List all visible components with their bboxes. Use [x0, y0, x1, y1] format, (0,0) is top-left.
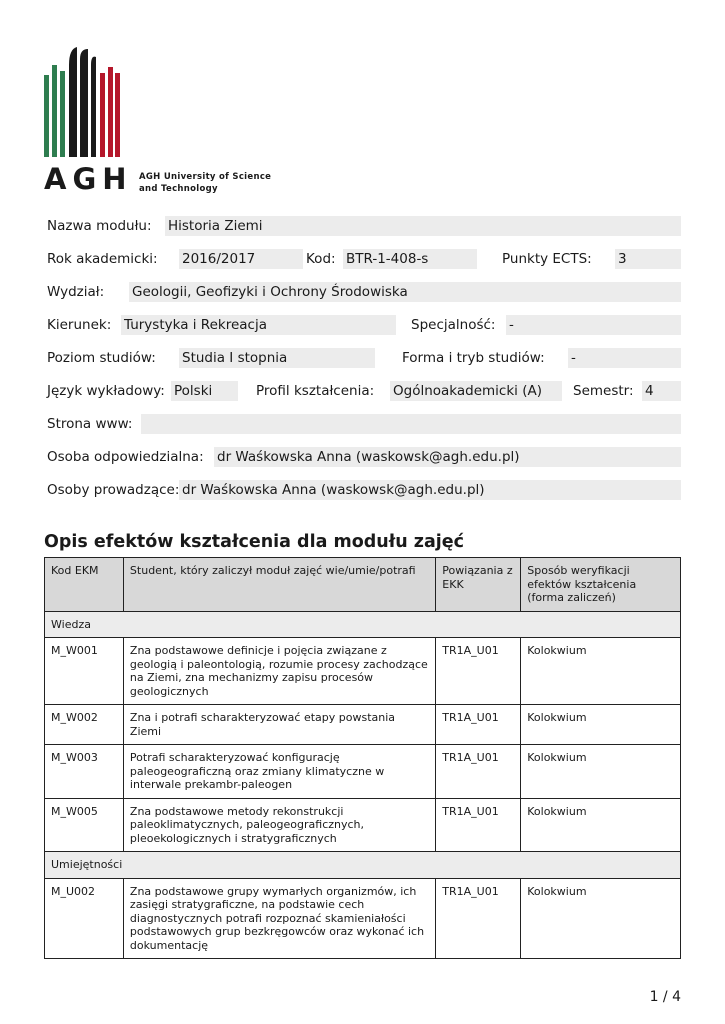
cell-ekk: TR1A_U01 — [436, 798, 521, 852]
cell-code: M_U002 — [45, 878, 124, 959]
agh-emblem-icon — [44, 47, 120, 157]
cell-method: Kolokwium — [521, 798, 681, 852]
table-header-row — [45, 558, 681, 612]
group-label: Umiejętności — [45, 852, 681, 879]
ects-value: 3 — [615, 249, 681, 269]
cell-code: M_W003 — [45, 745, 124, 799]
table-row — [45, 745, 681, 799]
module-name-label: Nazwa modułu: — [47, 218, 152, 234]
code-label: Kod: — [306, 251, 336, 267]
study-form-value: - — [568, 348, 681, 368]
cell-method: Kolokwium — [521, 745, 681, 799]
study-level-label: Poziom studiów: — [47, 350, 156, 366]
section-title: Opis efektów kształcenia dla modułu zajęć — [44, 532, 465, 552]
specialty-label: Specjalność: — [411, 317, 496, 333]
language-label: Język wykładowy: — [47, 383, 165, 399]
header-verification: Sposób weryfikacji efektów kształcenia (forma zaliczeń) — [521, 558, 681, 612]
cell-code: M_W002 — [45, 705, 124, 745]
academic-year-label: Rok akademicki: — [47, 251, 158, 267]
cell-code: M_W001 — [45, 638, 124, 705]
cell-description: Zna podstawowe grupy wymarłych organizmów, ich zasięgi stratygraficzne, na podstawie cech diagnostycznych potrafi rozpoznać skamieniałości podstawowych grup bezkręgowców oraz wykonać ich dokumentację — [123, 878, 435, 959]
instructors-label: Osoby prowadzące: — [47, 482, 180, 498]
language-value: Polski — [171, 381, 238, 401]
cell-description: Zna podstawowe metody rekonstrukcji paleoklimatycznych, paleogeograficznych, pleoekologicznych i stratygraficznych — [123, 798, 435, 852]
cell-ekk: TR1A_U01 — [436, 705, 521, 745]
website-label: Strona www: — [47, 416, 133, 432]
logo-university-line1: AGH University of Science — [139, 172, 272, 182]
study-level-value: Studia I stopnia — [179, 348, 375, 368]
learning-outcomes-table — [44, 557, 681, 959]
responsible-person-label: Osoba odpowiedzialna: — [47, 449, 204, 465]
responsible-person-value: dr Waśkowska Anna (waskowsk@agh.edu.pl) — [214, 447, 681, 467]
group-row — [45, 611, 681, 638]
group-label: Wiedza — [45, 611, 681, 638]
table-row — [45, 878, 681, 959]
semester-label: Semestr: — [573, 383, 634, 399]
page-number: 1 / 4 — [649, 989, 681, 1005]
faculty-label: Wydział: — [47, 284, 105, 300]
academic-year-value: 2016/2017 — [179, 249, 303, 269]
logo-university-line2: and Technology — [139, 184, 218, 194]
cell-ekk: TR1A_U01 — [436, 745, 521, 799]
table-row — [45, 705, 681, 745]
field-of-study-value: Turystyka i Rekreacja — [121, 315, 396, 335]
cell-method: Kolokwium — [521, 638, 681, 705]
cell-description: Potrafi scharakteryzować konfigurację paleogeograficzną oraz zmiany klimatyczne w interwale prekambr-paleogen — [123, 745, 435, 799]
cell-ekk: TR1A_U01 — [436, 878, 521, 959]
logo-brand: AGH — [44, 162, 133, 196]
cell-description: Zna i potrafi scharakteryzować etapy powstania Ziemi — [123, 705, 435, 745]
field-of-study-label: Kierunek: — [47, 317, 112, 333]
profile-value: Ogólnoakademicki (A) — [390, 381, 562, 401]
faculty-value: Geologii, Geofizyki i Ochrony Środowiska — [129, 282, 681, 302]
cell-method: Kolokwium — [521, 878, 681, 959]
cell-code: M_W005 — [45, 798, 124, 852]
study-form-label: Forma i tryb studiów: — [402, 350, 545, 366]
table-row — [45, 798, 681, 852]
specialty-value: - — [506, 315, 681, 335]
ects-label: Punkty ECTS: — [502, 251, 592, 267]
cell-method: Kolokwium — [521, 705, 681, 745]
cell-description: Zna podstawowe definicje i pojęcia związane z geologią i paleontologią, rozumie procesy zachodzące na Ziemi, zna mechanizmy zapisu procesów geologicznych — [123, 638, 435, 705]
header-links: Powiązania z EKK — [436, 558, 521, 612]
header-code: Kod EKM — [45, 558, 124, 612]
group-row — [45, 852, 681, 879]
header-description: Student, który zaliczył moduł zajęć wie/umie/potrafi — [123, 558, 435, 612]
semester-value: 4 — [642, 381, 681, 401]
instructors-value: dr Waśkowska Anna (waskowsk@agh.edu.pl) — [179, 480, 681, 500]
cell-ekk: TR1A_U01 — [436, 638, 521, 705]
website-value — [141, 414, 681, 434]
module-name-value: Historia Ziemi — [165, 216, 681, 236]
table-row — [45, 638, 681, 705]
code-value: BTR-1-408-s — [343, 249, 477, 269]
profile-label: Profil kształcenia: — [256, 383, 375, 399]
